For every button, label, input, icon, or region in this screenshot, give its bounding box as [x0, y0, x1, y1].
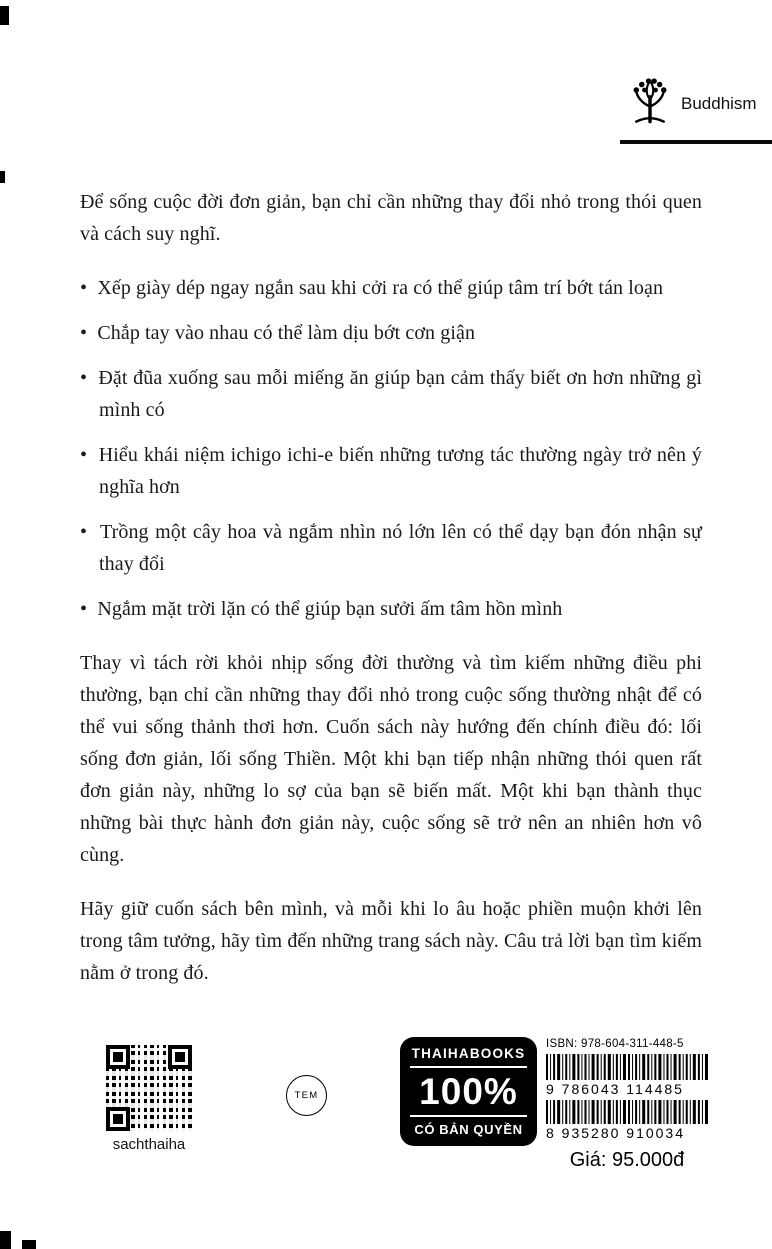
bodhi-tree-icon [628, 76, 672, 131]
badge-percent: 100% [419, 1071, 518, 1112]
qr-label: sachthaiha [112, 1136, 186, 1153]
habit-list [80, 272, 702, 625]
qr-finder-icon [106, 1107, 130, 1131]
qr-code [106, 1045, 192, 1131]
badge-divider [410, 1115, 527, 1117]
tem-label: TEM [294, 1090, 319, 1101]
scan-artifact [0, 6, 9, 25]
tem-stamp [286, 1075, 327, 1116]
brand-rule [620, 140, 772, 144]
badge-publisher: THAIHABOOKS [411, 1046, 526, 1061]
qr-finder-icon [168, 1045, 192, 1069]
list-item: • Đặt đũa xuống sau mỗi miếng ăn giúp bạn cảm thấy biết ơn hơn những gì mình có [80, 362, 702, 426]
body-paragraph: Thay vì tách rời khỏi nhịp sống đời thường và tìm kiếm những điều phi thường, bạn chỉ cần những thay đổi nhỏ trong cuộc sống thường nhật để có thể vui sống thảnh thơi hơn. Cuốn sách này hướng đến chính điều đó: lối sống đơn giản, lối sống Thiền. Một khi bạn tiếp nhận những thói quen rất đơn giản này, những lo sợ của bạn sẽ biến mất. Một khi bạn thành thục những bài thực hành đơn giản này, cuộc sống sẽ trở nên an nhiên hơn vô cùng. [80, 652, 702, 866]
isbn-label: ISBN: 978-604-311-448-5 [546, 1038, 684, 1050]
barcode-block [546, 1038, 714, 1172]
intro-paragraph: Để sống cuộc đời đơn giản, bạn chỉ cần những thay đổi nhỏ trong thói quen và cách suy nghĩ. [80, 191, 702, 245]
barcode-digits: 9 786043 114485 [546, 1081, 684, 1097]
brand-header [620, 76, 772, 144]
qr-finder-icon [106, 1045, 130, 1069]
scan-artifact [0, 1231, 11, 1249]
scan-artifact [22, 1240, 36, 1249]
scan-artifact [0, 171, 5, 183]
copyright-badge [400, 1037, 537, 1146]
list-item: • Ngắm mặt trời lặn có thể giúp bạn sưởi ấm tâm hồn mình [80, 593, 702, 625]
badge-copyright-label: CÓ BẢN QUYỀN [414, 1122, 523, 1137]
list-item: • Xếp giày dép ngay ngắn sau khi cởi ra có thể giúp tâm trí bớt tán loạn [80, 272, 702, 304]
closing-paragraph: Hãy giữ cuốn sách bên mình, và mỗi khi lo âu hoặc phiền muộn khởi lên trong tâm tưởng, hãy tìm đến những trang sách này. Câu trả lời bạn tìm kiếm nằm ở trong đó. [80, 898, 702, 984]
barcode-digits: 8 935280 910034 [546, 1125, 685, 1141]
barcode-icon [546, 1054, 708, 1080]
barcode-icon [546, 1100, 708, 1124]
list-item: • Chắp tay vào nhau có thể làm dịu bớt cơn giận [80, 317, 702, 349]
list-item: • Hiểu khái niệm ichigo ichi-e biến những tương tác thường ngày trở nên ý nghĩa hơn [80, 439, 702, 503]
footer-strip [0, 1032, 772, 1192]
badge-divider [410, 1066, 527, 1068]
price-label: Giá: 95.000đ [569, 1149, 685, 1171]
list-item: • Trồng một cây hoa và ngắm nhìn nó lớn lên có thể dạy bạn đón nhận sự thay đổi [80, 516, 702, 580]
brand-label: Buddhism [681, 93, 757, 113]
